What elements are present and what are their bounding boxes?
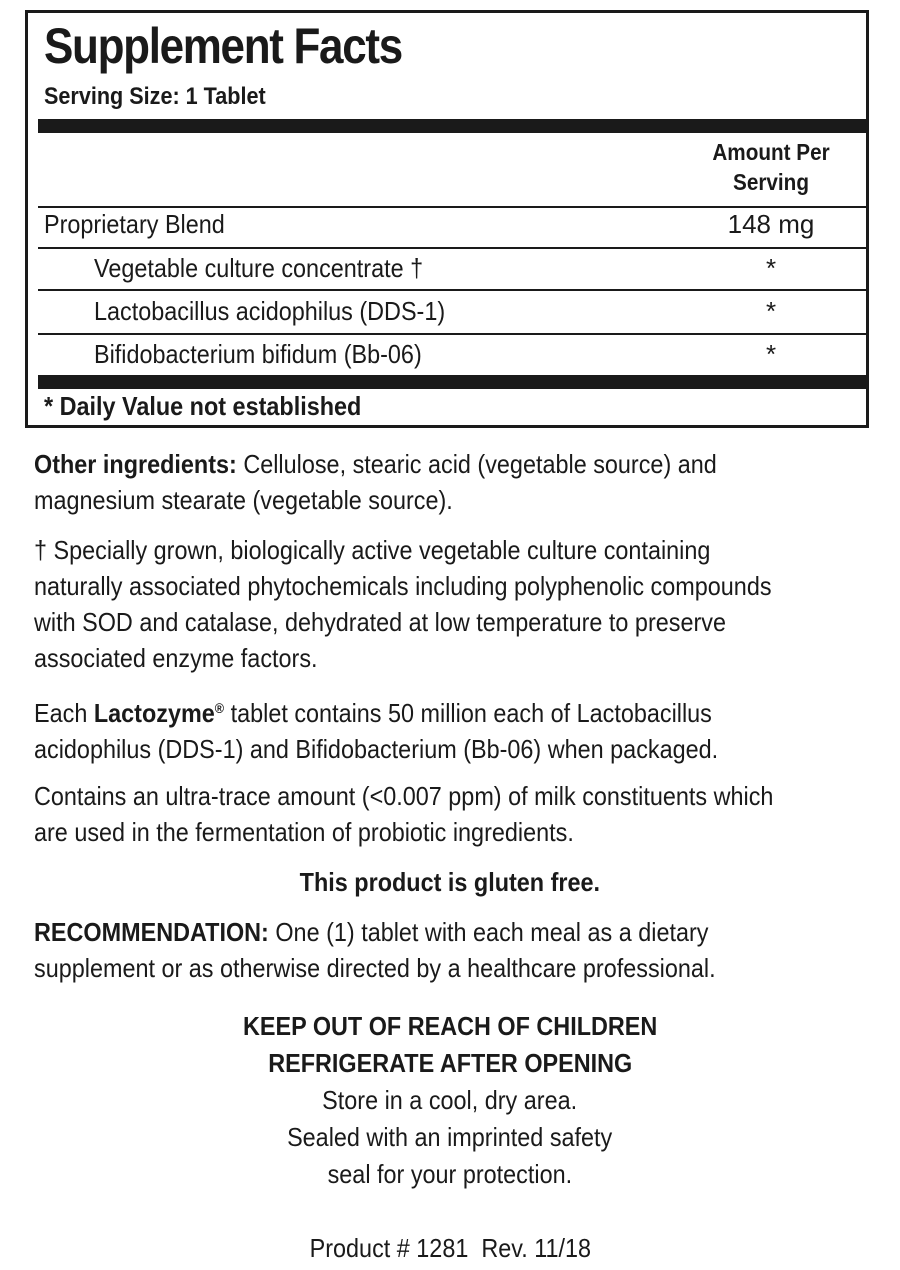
row-divider bbox=[38, 247, 866, 249]
keep-out-warning: KEEP OUT OF REACH OF CHILDREN bbox=[242, 1011, 658, 1041]
supplement-facts-panel bbox=[25, 10, 869, 428]
facts-title: Supplement Facts bbox=[44, 18, 402, 74]
product-number: Product # 1281 Rev. 11/18 bbox=[309, 1233, 591, 1263]
row-amount: * bbox=[765, 296, 777, 326]
lactozyme-note: Each Lactozyme® tablet contains 50 million each of Lactobacillus acidophilus (DDS-1) and Bifidobacterium (Bb-06) when packaged. bbox=[34, 698, 719, 764]
daily-value-note: * Daily Value not established bbox=[44, 391, 362, 421]
safety-seal-note: Sealed with an imprinted safety bbox=[287, 1122, 613, 1152]
registered-mark: ® bbox=[214, 700, 225, 716]
serving-size: Serving Size: 1 Tablet bbox=[44, 83, 266, 110]
gluten-free-statement: This product is gluten free. bbox=[299, 867, 601, 897]
storage-instruction: Store in a cool, dry area. bbox=[322, 1085, 578, 1115]
other-ingredients-label: Other ingredients: bbox=[34, 449, 237, 479]
safety-seal-note: seal for your protection. bbox=[327, 1159, 573, 1189]
row-label: Lactobacillus acidophilus (DDS-1) bbox=[94, 296, 446, 326]
milk-constituents-note: Contains an ultra-trace amount (<0.007 ppm) of milk constituents which are used in the fermentation of probiotic ingredients. bbox=[34, 781, 774, 847]
other-ingredients: Other ingredients: Cellulose, stearic acid (vegetable source) and magnesium stearate (vegetable source). bbox=[34, 449, 717, 515]
row-label: Vegetable culture concentrate † bbox=[94, 253, 424, 283]
recommendation: RECOMMENDATION: One (1) tablet with each meal as a dietary supplement or as otherwise directed by a healthcare professional. bbox=[34, 917, 716, 983]
dagger-footnote: † Specially grown, biologically active vegetable culture containing naturally associated phytochemicals including polyphenolic compounds with SOD and catalase, dehydrated at low temperature to preserve associated enzyme factors. bbox=[34, 535, 772, 673]
row-amount: 148 mg bbox=[727, 209, 815, 239]
row-label: Proprietary Blend bbox=[44, 209, 225, 239]
row-divider bbox=[38, 333, 866, 335]
row-amount: * bbox=[765, 339, 777, 369]
thick-divider bbox=[38, 375, 866, 389]
amount-per-serving-header: Amount Per Serving bbox=[712, 139, 830, 195]
row-divider bbox=[38, 206, 866, 208]
brand-name: Lactozyme bbox=[93, 698, 215, 728]
row-divider bbox=[38, 289, 866, 291]
thick-divider bbox=[38, 119, 866, 133]
refrigerate-warning: REFRIGERATE AFTER OPENING bbox=[267, 1048, 633, 1078]
recommendation-label: RECOMMENDATION: bbox=[34, 917, 269, 947]
row-label: Bifidobacterium bifidum (Bb-06) bbox=[94, 339, 422, 369]
row-amount: * bbox=[765, 253, 777, 283]
